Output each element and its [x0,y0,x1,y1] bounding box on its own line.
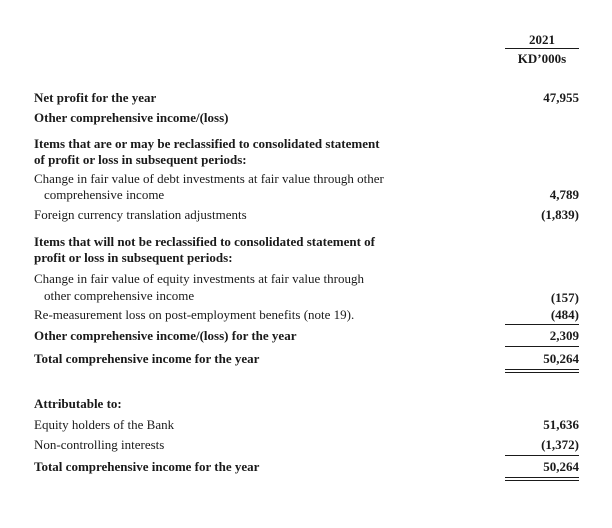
attributable-heading: Attributable to: [34,396,122,411]
remeasure-label: Re-measurement loss on post-employment benefits (note 19). [34,307,355,322]
attributable-total-label: Total comprehensive income for the year [34,459,260,474]
attributable-total-value: 50,264 [543,459,579,474]
debt-fv-label-line1: Change in fair value of debt investments at fair value through other [34,171,384,186]
reclass-heading-line2: of profit or loss in subsequent periods: [34,152,247,167]
equity-fv-value: (157) [550,290,579,305]
nonreclass-heading-line1: Items that will not be reclassified to consolidated statement of [34,234,375,249]
debt-fv-value: 4,789 [549,187,579,202]
debt-fv-label-line2: comprehensive income [44,187,165,202]
column-unit: KD’000s [517,51,567,66]
oci-total-label: Other comprehensive income/(loss) for the year [34,328,297,343]
attributable-subtotal-rule [505,455,579,456]
header-rule [505,48,579,49]
nci-value: (1,372) [541,437,579,452]
equity-holders-label: Equity holders of the Bank [34,417,175,432]
net-profit-value: 47,955 [543,90,579,105]
equity-holders-value: 51,636 [543,417,579,432]
oci-total-value: 2,309 [549,328,579,343]
column-year: 2021 [529,32,555,47]
reclass-heading-line1: Items that are or may be reclassified to consolidated statement [34,136,380,151]
equity-fv-label-line1: Change in fair value of equity investments at fair value through [34,271,364,286]
oci-heading: Other comprehensive income/(loss) [34,110,229,125]
nci-label: Non-controlling interests [34,437,165,452]
total-top-rule [505,346,579,347]
equity-fv-label-line2: other comprehensive income [44,288,195,303]
tci-value: 50,264 [543,351,579,366]
total-double-rule-1 [505,369,579,370]
net-profit-label: Net profit for the year [34,90,157,105]
attributable-double-rule-2 [505,480,579,481]
attributable-double-rule-1 [505,477,579,478]
subtotal-rule [505,324,579,325]
total-double-rule-2 [505,372,579,373]
nonreclass-heading-line2: profit or loss in subsequent periods: [34,250,233,265]
remeasure-value: (484) [550,307,579,322]
tci-label: Total comprehensive income for the year [34,351,260,366]
fx-label: Foreign currency translation adjustments [34,207,247,222]
fx-value: (1,839) [541,207,579,222]
